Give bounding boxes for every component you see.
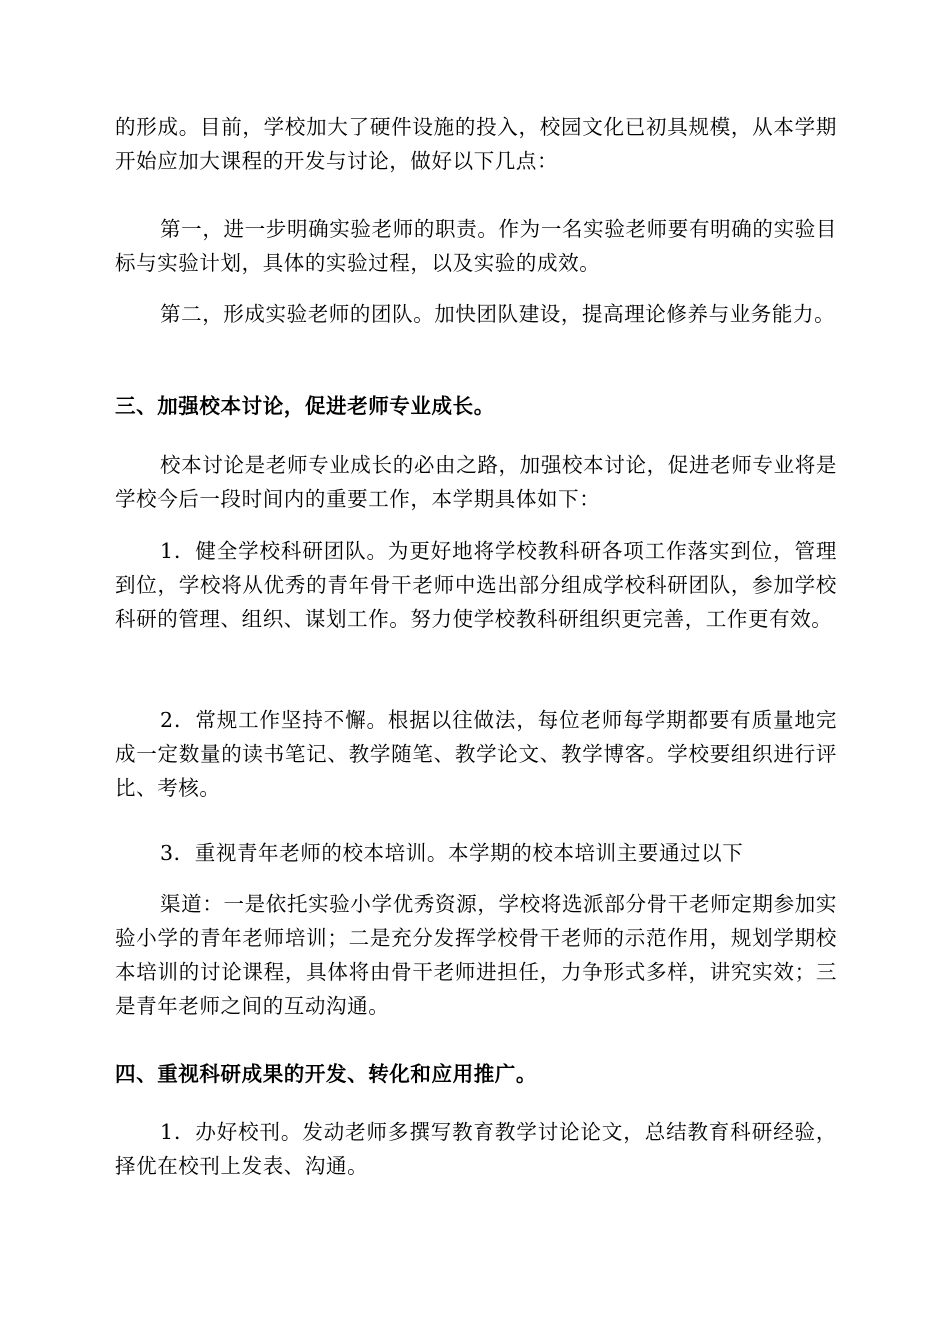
paragraph-item-1-team: 1．健全学校科研团队。为更好地将学校教科研各项工作落实到位，管理到位，学校将从优秀的青年骨干老师中选出部分组成学校科研团队，参加学校科研的管理、组织、谋划工作。努力使学校教科研组织更完善，工作更有效。 [115, 539, 837, 631]
section-heading-four: 四、重视科研成果的开发、转化和应用推广。 [115, 1062, 537, 1086]
paragraph-school-research: 校本讨论是老师专业成长的必由之路，加强校本讨论，促进老师专业将是学校今后一段时间内的重要工作，本学期具体如下： [115, 453, 837, 511]
paragraph-second-point: 第二，形成实验老师的团队。加快团队建设，提高理论修养与业务能力。 [160, 302, 836, 326]
paragraph-item-2-routine: 2．常规工作坚持不懈。根据以往做法，每位老师每学期都要有质量地完成一定数量的读书笔记、教学随笔、教学论文、教学博客。学校要组织进行评比、考核。 [115, 708, 837, 800]
paragraph-channels: 渠道：一是依托实验小学优秀资源，学校将选派部分骨干老师定期参加实验小学的青年老师培训；二是充分发挥学校骨干老师的示范作用，规划学期校本培训的讨论课程，具体将由骨干老师进担任，力争形式多样，讲究实效；三是青年老师之间的互动沟通。 [115, 892, 837, 1018]
paragraph-first-point: 第一，进一步明确实验老师的职责。作为一名实验老师要有明确的实验目标与实验计划，具体的实验过程，以及实验的成效。 [115, 217, 837, 275]
paragraph-journal: 1．办好校刊。发动老师多撰写教育教学讨论论文，总结教育科研经验，择优在校刊上发表、沟通。 [115, 1120, 837, 1178]
paragraph-item-3-training: 3．重视青年老师的校本培训。本学期的校本培训主要通过以下 [160, 841, 744, 865]
section-heading-three: 三、加强校本讨论，促进老师专业成长。 [115, 394, 495, 418]
paragraph-continuation: 的形成。目前，学校加大了硬件设施的投入，校园文化已初具规模，从本学期开始应加大课程的开发与讨论，做好以下几点： [115, 115, 837, 173]
